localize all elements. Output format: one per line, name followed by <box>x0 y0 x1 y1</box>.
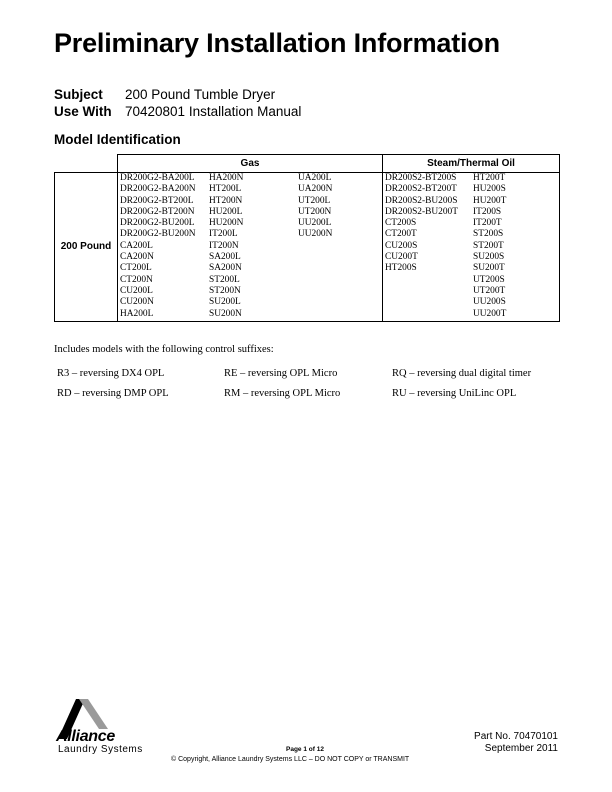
model-code: HT200N <box>209 195 243 206</box>
suffix-ru: RU – reversing UniLinc OPL <box>392 388 517 399</box>
model-code: UT200N <box>298 206 332 217</box>
section-heading: Model Identification <box>54 132 181 147</box>
model-code: HU200L <box>209 206 243 217</box>
model-code: SU200T <box>473 263 505 274</box>
model-code: UA200N <box>298 184 333 195</box>
model-code: DR200S2-BT200S <box>385 173 457 183</box>
steam-column-1 <box>385 173 473 320</box>
model-code: ST200N <box>209 285 241 296</box>
model-code: HA200L <box>120 308 154 319</box>
model-code: DR200S2-BT200T <box>385 184 457 195</box>
suffix-r3: R3 – reversing DX4 OPL <box>57 368 165 379</box>
suffix-rq: RQ – reversing dual digital timer <box>392 368 532 379</box>
model-code: UU200T <box>473 308 507 319</box>
model-code: DR200G2-BT200N <box>120 206 195 217</box>
steam-column-2 <box>473 173 506 320</box>
subject-value: 200 Pound Tumble Dryer <box>125 87 276 102</box>
model-code: SU200N <box>209 308 242 319</box>
model-code: IT200S <box>473 206 502 217</box>
model-code: HT200L <box>209 184 242 195</box>
model-code: HT200S <box>385 263 417 274</box>
suffix-rd: RD – reversing DMP OPL <box>57 388 169 399</box>
gas-models-cell <box>118 173 383 322</box>
logo-subtitle: Laundry Systems <box>58 744 143 755</box>
model-code: ST200L <box>209 274 240 285</box>
model-code: ST200T <box>473 240 504 251</box>
model-code: CT200T <box>385 229 417 240</box>
model-code: DR200G2-BU200L <box>120 218 195 229</box>
model-code: UA200L <box>298 173 332 183</box>
model-code: DR200G2-BT200L <box>120 195 194 206</box>
model-code: SA200L <box>209 252 241 263</box>
model-code: CU200N <box>120 297 154 308</box>
capacity-label: 200 Pound <box>55 173 118 322</box>
model-code: CU200T <box>385 252 418 263</box>
model-code: CT200S <box>385 218 417 229</box>
model-code: UT200S <box>473 274 505 285</box>
subject-row <box>54 87 275 102</box>
model-code: IT200N <box>209 240 239 251</box>
model-code: SA200N <box>209 263 242 274</box>
model-code: UT200T <box>473 285 506 296</box>
model-code: UU200S <box>473 297 506 308</box>
model-table <box>54 154 560 322</box>
use-with-row <box>54 104 301 119</box>
model-code: SU200S <box>473 252 505 263</box>
logo-wordmark: Alliance <box>56 728 115 745</box>
suffix-rm: RM – reversing OPL Micro <box>224 388 341 399</box>
model-code: UT200L <box>298 195 331 206</box>
model-code: UU200L <box>298 218 332 229</box>
steam-header: Steam/Thermal Oil <box>383 155 560 173</box>
gas-header: Gas <box>118 155 383 173</box>
gas-column-1 <box>120 173 209 320</box>
model-code: DR200G2-BA200N <box>120 184 196 195</box>
gas-column-3 <box>298 173 332 320</box>
use-with-value: 70420801 Installation Manual <box>125 104 302 119</box>
page-title: Preliminary Installation Information <box>54 28 500 58</box>
model-code: DR200G2-BU200N <box>120 229 196 240</box>
model-code: SU200L <box>209 297 241 308</box>
model-code: UU200N <box>298 229 333 240</box>
model-code: HT200T <box>473 173 506 183</box>
part-number: Part No. 70470101 <box>474 731 558 742</box>
model-code: CT200N <box>120 274 153 285</box>
model-code: CU200S <box>385 240 418 251</box>
model-code: CT200L <box>120 263 152 274</box>
suffix-re: RE – reversing OPL Micro <box>224 368 338 379</box>
model-code: DR200S2-BU200S <box>385 195 458 206</box>
subject-label: Subject <box>54 87 103 102</box>
model-code: CA200L <box>120 240 153 251</box>
suffix-note: Includes models with the following control suffixes: <box>54 344 274 355</box>
use-with-label: Use With <box>54 104 112 119</box>
gas-column-2 <box>209 173 298 320</box>
model-code: CA200N <box>120 252 154 263</box>
model-code: ST200S <box>473 229 504 240</box>
model-code: IT200L <box>209 229 238 240</box>
model-code: DR200S2-BU200T <box>385 206 458 217</box>
page-number: Page 1 of 12 <box>286 746 324 753</box>
model-code: DR200G2-BA200L <box>120 173 195 183</box>
model-code: IT200T <box>473 218 502 229</box>
model-code: HU200N <box>209 218 244 229</box>
copyright-notice: © Copyright, Alliance Laundry Systems LLC – DO NOT COPY or TRANSMIT <box>171 756 410 763</box>
model-code: CU200L <box>120 285 153 296</box>
model-code: HA200N <box>209 173 244 183</box>
table-corner <box>55 155 118 173</box>
publication-date: September 2011 <box>484 743 558 754</box>
steam-models-cell <box>383 173 560 322</box>
model-code: HU200S <box>473 184 506 195</box>
model-code: HU200T <box>473 195 507 206</box>
